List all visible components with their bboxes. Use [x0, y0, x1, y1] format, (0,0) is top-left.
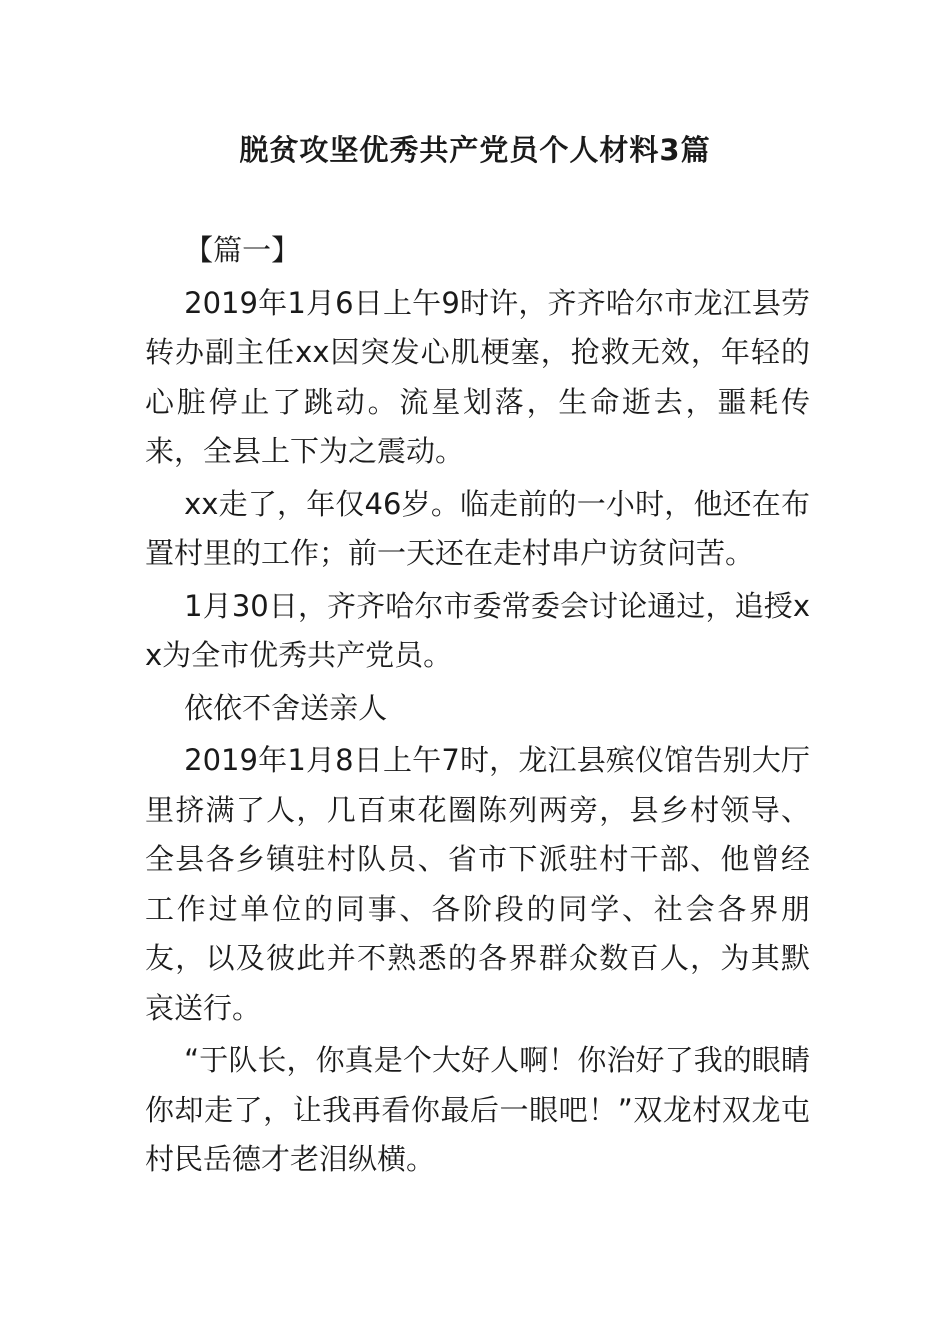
paragraph: xx走了，年仅46岁。临走前的一小时，他还在布置村里的工作；前一天还在走村串户访贫问苦。: [145, 486, 810, 570]
paragraph: “于队长，你真是个大好人啊！你治好了我的眼睛你却走了，让我再看你最后一眼吧！”双龙村双龙屯村民岳德才老泪纵横。: [145, 1043, 810, 1176]
document-title: 脱贫攻坚优秀共产党员个人材料3篇: [239, 133, 711, 167]
paragraph: 2019年1月8日上午7时，龙江县殡仪馆告别大厅里挤满了人，几百束花圈陈列两旁，县乡村领导、全县各乡镇驻村队员、省市下派驻村干部、他曾经工作过单位的同事、各阶段的同学、社会各界朋友，以及彼此并不熟悉的各界群众数百人，为其默哀送行。: [145, 743, 810, 1025]
paragraph: 1月30日，齐齐哈尔市委常委会讨论通过，追授xx为全市优秀共产党员。: [145, 588, 810, 672]
document-body: [145, 226, 810, 1185]
paragraph: 2019年1月6日上午9时许，齐齐哈尔市龙江县劳转办副主任xx因突发心肌梗塞，抢救无效，年轻的心脏停止了跳动。流星划落，生命逝去，噩耗传来，全县上下为之震动。: [145, 285, 810, 468]
subheading-paragraph: 依依不舍送亲人: [184, 690, 388, 725]
section-heading: 【篇一】: [184, 233, 301, 267]
